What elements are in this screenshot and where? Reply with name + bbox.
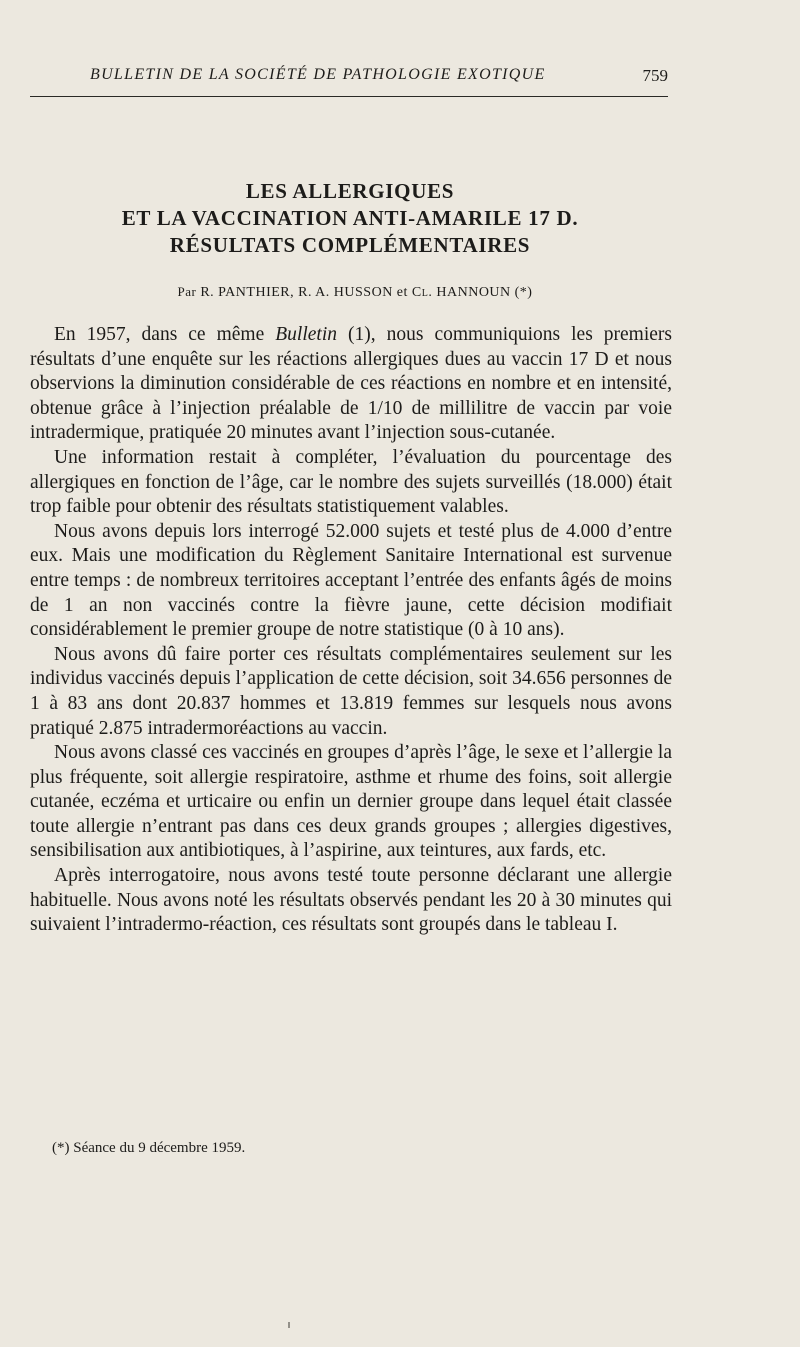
article-body <box>30 323 672 938</box>
author-names: R. PANTHIER, R. A. HUSSON et <box>200 285 408 300</box>
title-line-1: LES ALLERGIQUES <box>245 179 455 203</box>
paragraph-1-start: En 1957, dans ce même <box>54 324 276 345</box>
footnote: (*) Séance du 9 décembre 1959. <box>52 1140 246 1156</box>
page-number: 759 <box>642 66 668 85</box>
author-line <box>0 284 710 301</box>
bulletin-italic: Bulletin <box>275 324 337 345</box>
running-title: BULLETIN DE LA SOCIÉTÉ DE PATHOLOGIE EXOTIQUE <box>90 66 546 83</box>
print-speck <box>288 1322 290 1328</box>
article-title <box>0 178 700 259</box>
paragraph-3: Nous avons depuis lors interrogé 52.000 sujets et testé plus de 4.000 d’entre eux. Mais une modification du Règlement Sanitaire International est survenue entre temps : de nombreux territoires acceptant l’entrée des enfants âgés de moins de 1 an non vaccinés contre la fièvre jaune, cette décision modifiait considérablement le premier groupe de notre statistique (0 à 10 ans). <box>30 520 672 641</box>
paragraph-2: Une information restait à compléter, l’évaluation du pourcentage des allergiques en fonction de l’âge, car le nombre des sujets surveillés (18.000) était trop faible pour obtenir des résultats statistiquement valables. <box>30 446 672 518</box>
paragraph-6: Après interrogatoire, nous avons testé toute personne déclarant une allergie habituelle. Nous avons noté les résultats observés pendant les 20 à 30 minutes qui suivaient l’intradermo-réaction, ces résultats sont groupés dans le tableau I. <box>30 865 672 936</box>
author-initial: Cl. <box>411 285 433 300</box>
paragraph-5: Nous avons classé ces vaccinés en groupes d’après l’âge, le sexe et l’allergie la plus fréquente, soit allergie respiratoire, asthme et rhume des foins, soit allergie cutanée, eczéma et urticaire ou enfin un dernier groupe dans lequel était classée toute allergie n’entrant pas dans ces deux grands groupes ; allergies digestives, sensibilisation aux antibiotiques, à l’aspirine, aux teintures, aux fards, etc. <box>30 742 672 862</box>
author-last: HANNOUN (*) <box>436 285 533 300</box>
paragraph-4: Nous avons dû faire porter ces résultats complémentaires seulement sur les individus vaccinés depuis l’application de cette décision, soit 34.656 personnes de 1 à 83 ans dont 20.837 hommes et 13.819 femmes sur lesquels nous avons pratiqué 2.875 intradermoréactions au vaccin. <box>30 643 672 739</box>
title-line-3: RÉSULTATS COMPLÉMENTAIRES <box>169 233 531 257</box>
paragraph-1 <box>30 323 672 446</box>
header-rule <box>30 96 668 97</box>
author-prefix: Par <box>177 284 197 299</box>
title-line-2: ET LA VACCINATION ANTI-AMARILE 17 D. <box>121 206 579 230</box>
paragraph-1-rest: (1), nous communiquions les premiers résultats d’une enquête sur les réactions allergiques dues au vaccin 17 D et nous observions la diminution considérable de ces réactions en nombre et en intensité, obtenue grâce à l’injection préalable de 1/10 de millilitre de vaccin par voie intradermique, pratiquée 20 minutes avant l’injection sous-cutanée. <box>30 324 672 444</box>
